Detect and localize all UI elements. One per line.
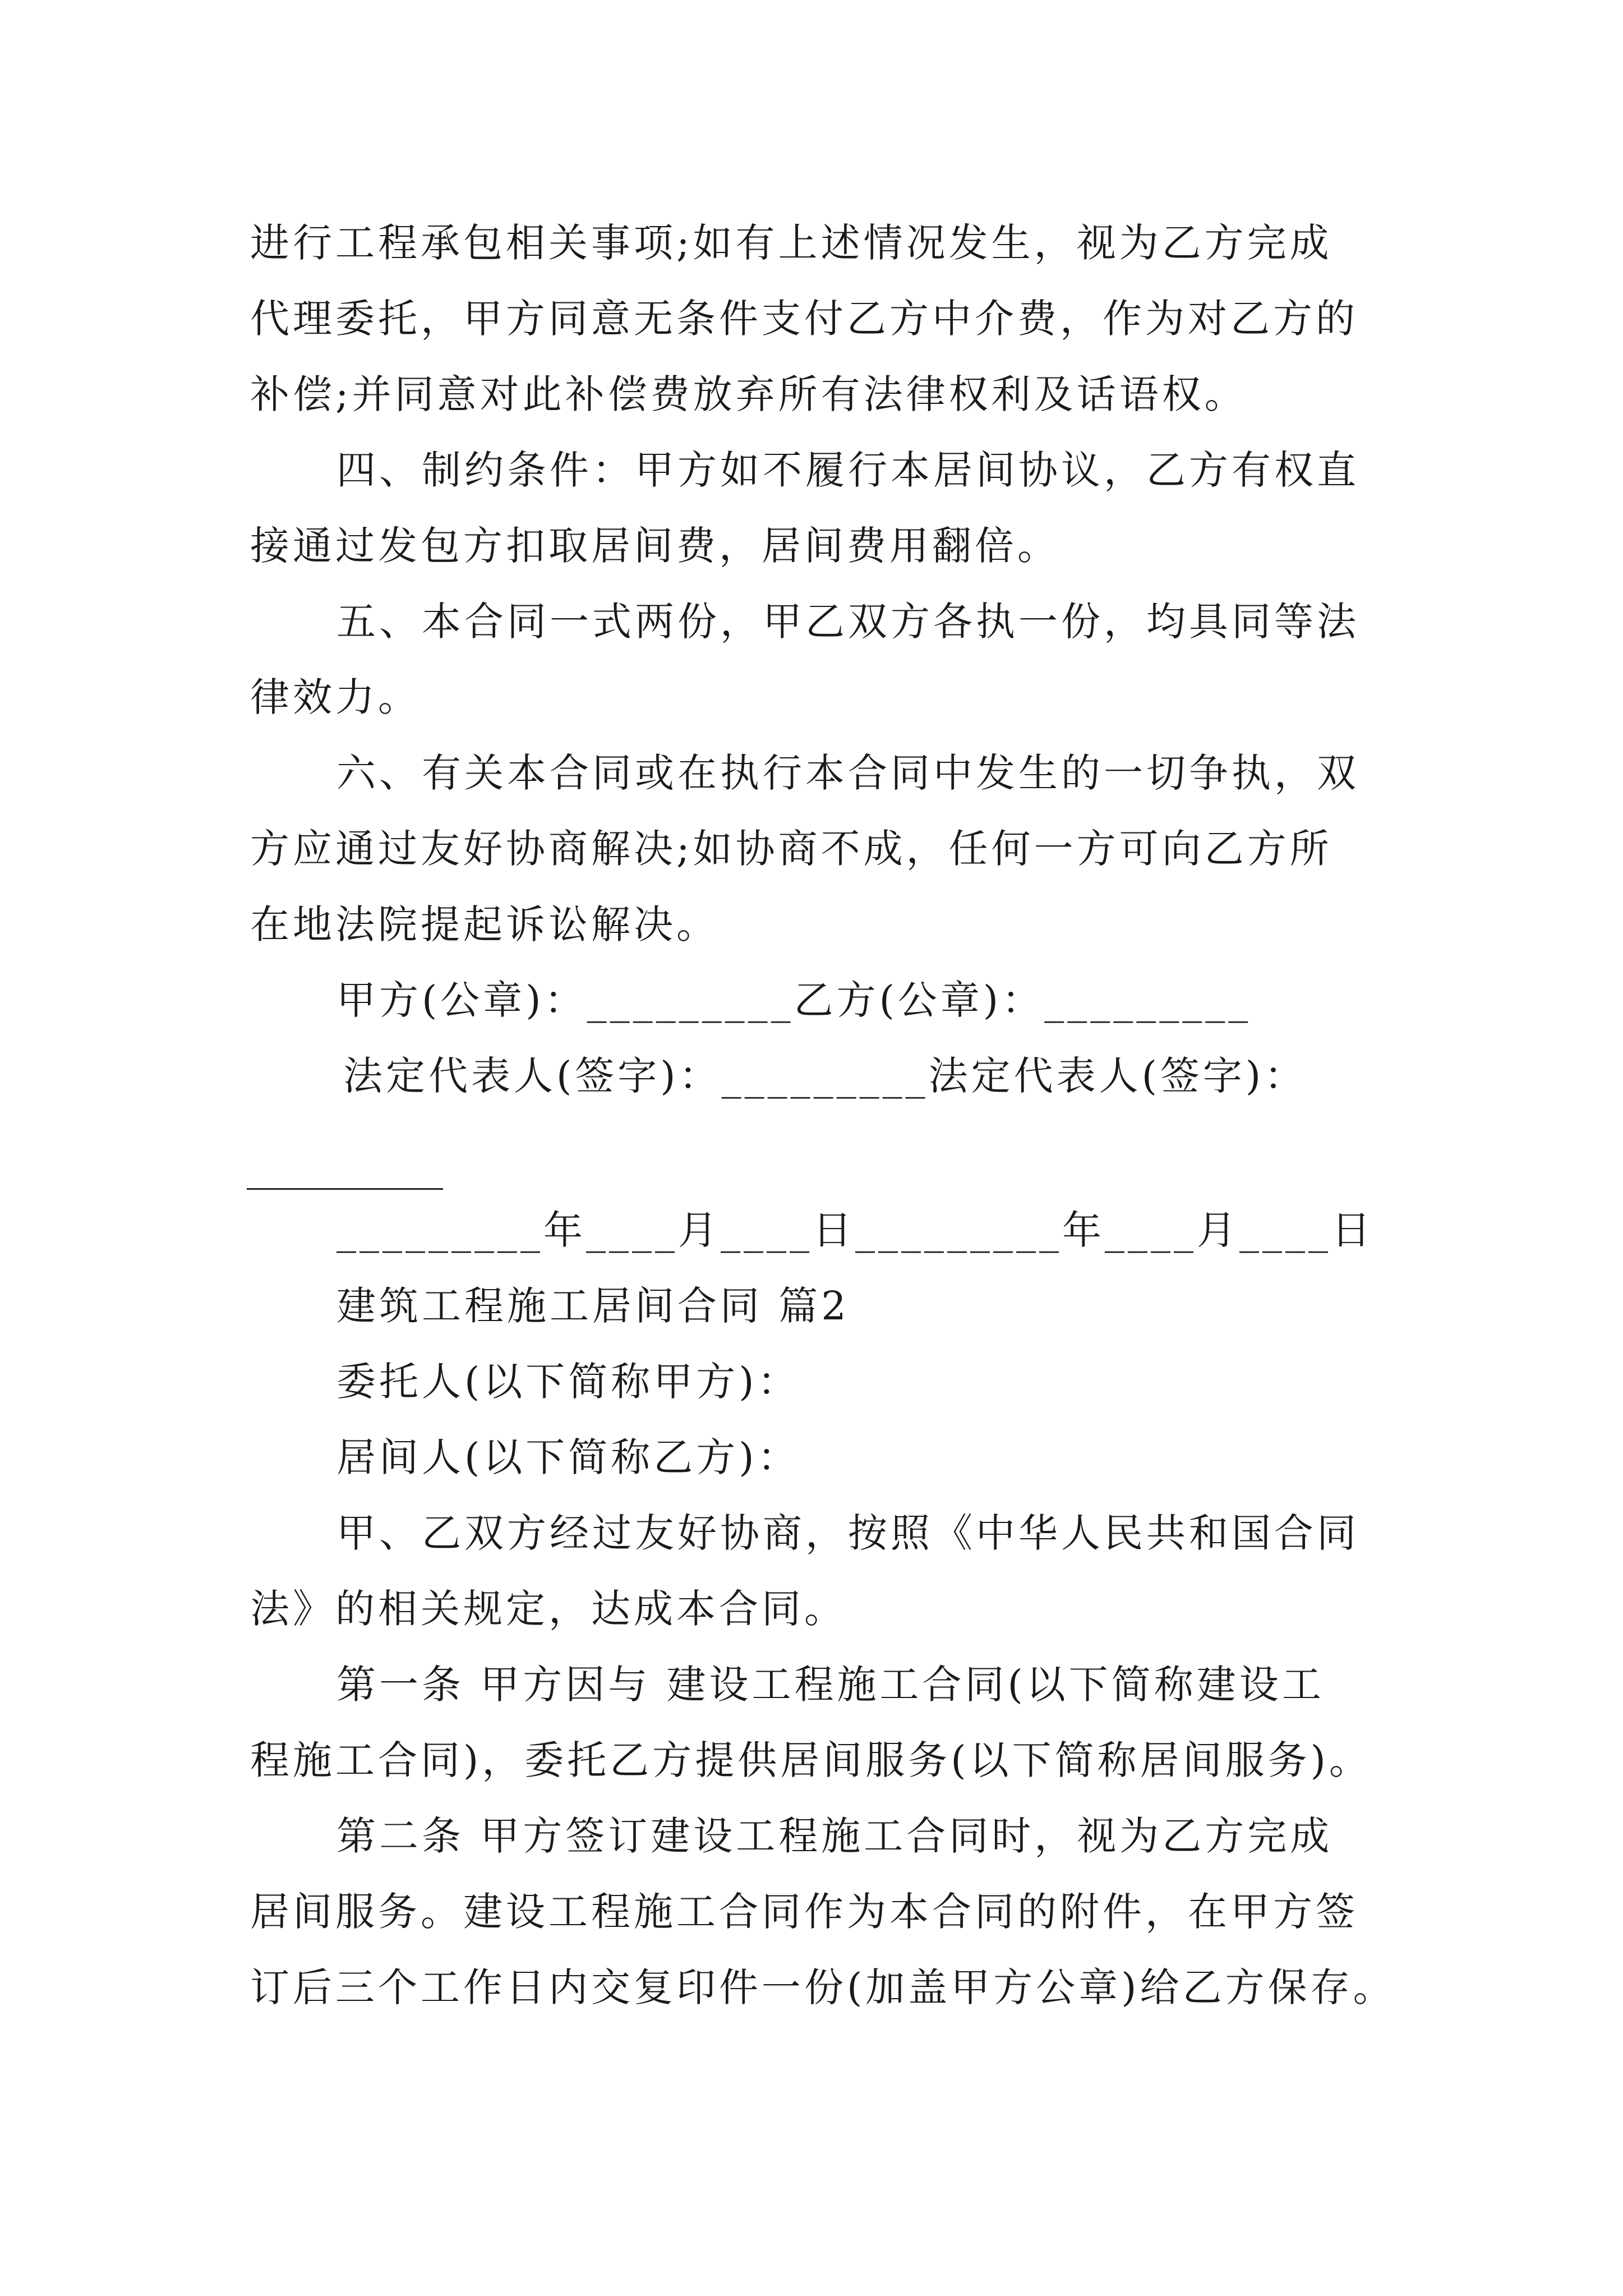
- paragraph-line: 代理委托，甲方同意无条件支付乙方中介费，作为对乙方的: [250, 296, 1358, 342]
- paragraph-line: 方应通过友好协商解决;如协商不成，任何一方可向乙方所: [250, 826, 1332, 872]
- paragraph-line: 五、本合同一式两份，甲乙双方各执一份，均具同等法: [336, 599, 1359, 645]
- paragraph-line: 甲、乙双方经过友好协商，按照《中华人民共和国合同: [336, 1510, 1359, 1556]
- signature-blank-rule: [247, 1188, 443, 1190]
- article-line: 居间服务。建设工程施工合同作为本合同的附件，在甲方签: [250, 1889, 1358, 1935]
- paragraph-line: 律效力。: [250, 674, 421, 720]
- date-line: _________年____月____日_________年____月____日: [336, 1207, 1374, 1253]
- paragraph-line: 六、有关本合同或在执行本合同中发生的一切争执，双: [336, 750, 1359, 796]
- paragraph-line: 在地法院提起诉讼解决。: [250, 901, 719, 947]
- article-line: 订后三个工作日内交复印件一份(加盖甲方公章)给乙方保存。: [250, 1964, 1396, 2010]
- section-title: 建筑工程施工居间合同 篇2: [336, 1283, 850, 1329]
- paragraph-line: 法》的相关规定，达成本合同。: [250, 1586, 847, 1632]
- party-principal: 委托人(以下简称甲方)：: [336, 1359, 800, 1405]
- signature-line-representative: 法定代表人(签字)：_________法定代表人(签字)：: [343, 1053, 1307, 1099]
- paragraph-line: 补偿;并同意对此补偿费放弃所有法律权利及话语权。: [250, 371, 1247, 417]
- article-line: 第二条 甲方签订建设工程施工合同时，视为乙方完成: [336, 1813, 1333, 1859]
- paragraph-line: 接通过发包方扣取居间费，居间费用翻倍。: [250, 523, 1060, 569]
- signature-line-seal: 甲方(公章)：_________乙方(公章)：_________: [336, 977, 1252, 1023]
- article-line: 第一条 甲方因与 建设工程施工合同(以下简称建设工: [336, 1662, 1325, 1708]
- party-intermediary: 居间人(以下简称乙方)：: [336, 1434, 800, 1480]
- article-line: 程施工合同)，委托乙方提供居间服务(以下简称居间服务)。: [250, 1737, 1372, 1783]
- paragraph-line: 四、制约条件：甲方如不履行本居间协议，乙方有权直: [336, 447, 1359, 493]
- paragraph-line: 进行工程承包相关事项;如有上述情况发生，视为乙方完成: [250, 220, 1332, 266]
